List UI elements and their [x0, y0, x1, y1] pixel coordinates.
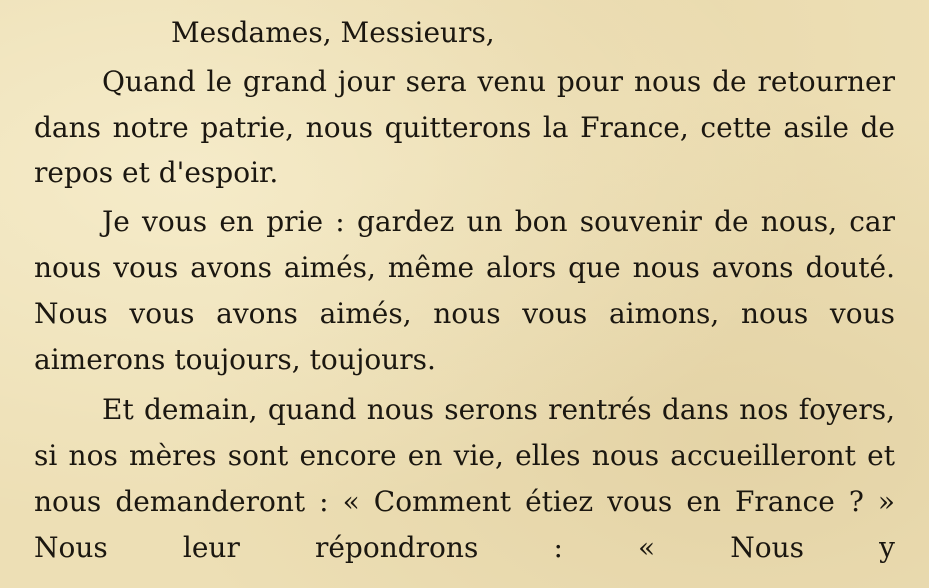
paragraph-3: Et demain, quand nous serons rentrés dans nos foyers, si nos mères sont encore en vie, elles nous accueilleront et nous demanderont : « Comment étiez vous en France ? » Nous leur répondrons : « Nous y	[34, 393, 895, 564]
letter-body	[34, 10, 895, 571]
paragraph-2: Je vous en prie : gardez un bon souvenir de nous, car nous vous avons aimés, même alors que nous avons douté. Nous vous avons aimés, nous vous aimons, nous vous aimerons toujours, toujours.	[34, 205, 895, 376]
paragraph-1: Quand le grand jour sera venu pour nous de retourner dans notre patrie, nous quitterons la France, cette asile de repos et d'espoir.	[34, 64, 895, 190]
salutation: Mesdames, Messieurs,	[171, 16, 495, 49]
